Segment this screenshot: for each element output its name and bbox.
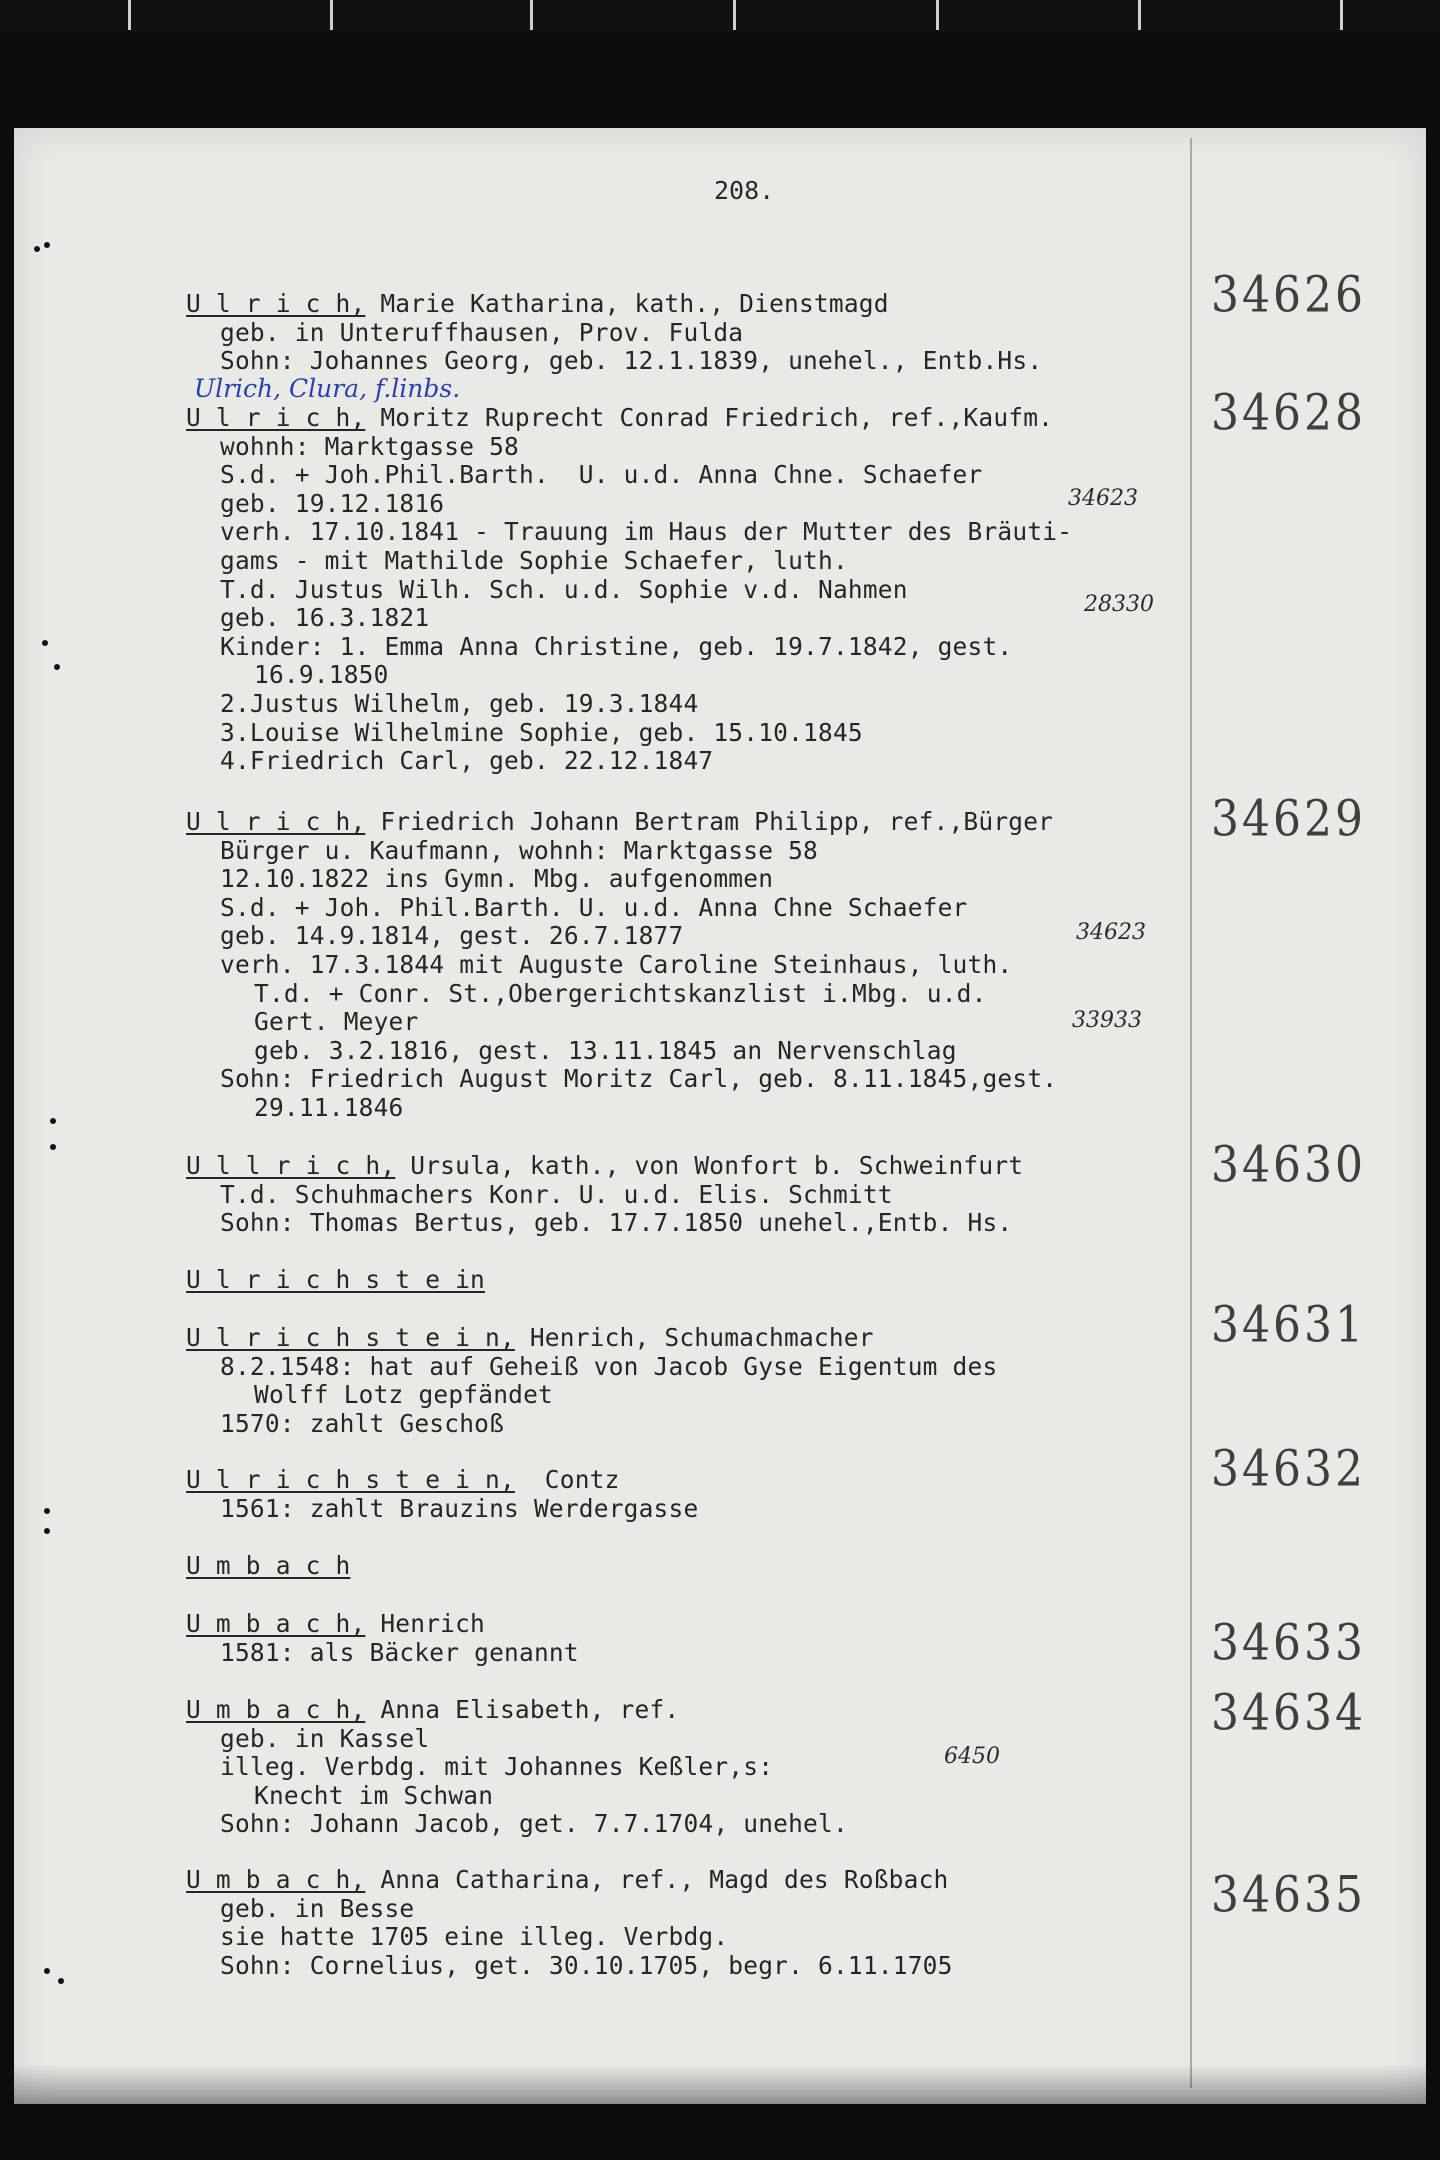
- entry-34632: [186, 1466, 698, 1523]
- entry-line: 4.Friedrich Carl, geb. 22.12.1847: [220, 746, 714, 776]
- punch-hole: [54, 664, 60, 670]
- entry-34634: [186, 1696, 848, 1839]
- entry-line: geb. 14.9.1814, gest. 26.7.1877: [220, 921, 684, 951]
- entry-line: 1570: zahlt Geschoß: [220, 1408, 505, 1438]
- entry-surname: U m b a c h,: [186, 1695, 366, 1724]
- entry-text: Henrich, Schumachmacher: [514, 1323, 874, 1352]
- entry-line: Kinder: 1. Emma Anna Christine, geb. 19.7.1842, gest.: [220, 631, 1013, 661]
- entry-line: Sohn: Johannes Georg, geb. 12.1.1839, unehel., Entb.Hs.: [220, 346, 1043, 376]
- punch-hole: [42, 640, 48, 646]
- entry-text: Ursula, kath., von Wonfort b. Schweinfurt: [395, 1151, 1024, 1180]
- entry-head-line: [186, 1324, 997, 1353]
- entry-surname: U m b a c h,: [186, 1609, 366, 1638]
- strip-tick: [1138, 0, 1141, 30]
- handwritten-ref: 34623: [1068, 486, 1138, 511]
- handwritten-ref: 34623: [1076, 920, 1146, 945]
- strip-tick: [530, 0, 533, 30]
- record-number-stamp: 34635: [1211, 1866, 1366, 1925]
- section-heading: U l r i c h s t e in: [186, 1265, 486, 1294]
- entry-line: wohnh: Marktgasse 58: [220, 431, 520, 461]
- strip-tick: [936, 0, 939, 30]
- record-number-stamp: 34626: [1211, 266, 1366, 325]
- entry-line: sie hatte 1705 eine illeg. Verbdg.: [220, 1922, 729, 1952]
- record-number-stamp: 34630: [1211, 1136, 1366, 1195]
- record-number-stamp: 34629: [1211, 790, 1366, 849]
- strip-tick: [1340, 0, 1343, 30]
- page-shadow: [14, 2064, 1426, 2104]
- record-number-stamp: 34628: [1211, 384, 1366, 443]
- entry-text: Moritz Ruprecht Conrad Friedrich, ref.,Kaufm.: [365, 403, 1054, 432]
- entry-line: 12.10.1822 ins Gymn. Mbg. aufgenommen: [220, 864, 774, 894]
- entry-34631: [186, 1324, 997, 1438]
- entry-line: Bürger u. Kaufmann, wohnh: Marktgasse 58: [220, 835, 819, 865]
- section-heading-umbach: [186, 1552, 350, 1581]
- record-number-stamp: 34633: [1211, 1614, 1366, 1673]
- entry-34626: [186, 290, 1042, 376]
- punch-hole: [34, 246, 40, 252]
- entry-line: 8.2.1548: hat auf Geheiß von Jacob Gyse Eigentum des: [220, 1351, 998, 1381]
- entry-line: geb. 19.12.1816: [220, 488, 445, 518]
- entry-34630: [186, 1152, 1023, 1238]
- entry-text: Friedrich Johann Bertram Philipp, ref.,Bürger: [365, 807, 1054, 836]
- strip-tick: [330, 0, 333, 30]
- entry-line: geb. in Besse: [220, 1893, 415, 1923]
- punch-hole: [44, 1508, 50, 1514]
- page-number: 208.: [714, 176, 775, 205]
- entry-head-line: [186, 1610, 579, 1639]
- entry-head-line: [186, 1866, 953, 1895]
- entry-surname: U m b a c h,: [186, 1865, 366, 1894]
- entry-line: Sohn: Johann Jacob, get. 7.7.1704, unehel.: [220, 1809, 848, 1839]
- handwritten-ref: 33933: [1072, 1008, 1142, 1033]
- handwritten-ref: 6450: [944, 1744, 1000, 1769]
- entry-line: Knecht im Schwan: [254, 1780, 494, 1810]
- entry-line: 1561: zahlt Brauzins Werdergasse: [220, 1493, 699, 1523]
- entry-text: Contz: [514, 1465, 620, 1494]
- entry-line: T.d. + Conr. St.,Obergerichtskanzlist i.Mbg. u.d.: [254, 978, 987, 1008]
- entry-34635: [186, 1866, 953, 1980]
- entry-head-line: [186, 1696, 848, 1725]
- section-heading: U m b a c h: [186, 1551, 351, 1580]
- strip-tick: [733, 0, 736, 30]
- entry-34633: [186, 1610, 579, 1667]
- entry-surname: U l r i c h,: [186, 403, 366, 432]
- entry-line: 2.Justus Wilhelm, geb. 19.3.1844: [220, 688, 699, 718]
- punch-hole: [44, 1968, 50, 1974]
- punch-hole: [50, 1118, 56, 1124]
- entry-line: 3.Louise Wilhelmine Sophie, geb. 15.10.1845: [220, 717, 863, 747]
- entry-surname: U l r i c h s t e i n,: [186, 1323, 515, 1352]
- entry-head-line: [186, 290, 1042, 319]
- entry-head-line: [186, 404, 1072, 433]
- entry-line: geb. 3.2.1816, gest. 13.11.1845 an Nervenschlag: [254, 1035, 957, 1065]
- record-number-stamp: 34632: [1211, 1440, 1366, 1499]
- section-heading-ulrichstein: [186, 1266, 485, 1295]
- punch-hole: [44, 1528, 50, 1534]
- entry-text: Anna Elisabeth, ref.: [365, 1695, 680, 1724]
- entry-line: illeg. Verbdg. mit Johannes Keßler,s:: [220, 1752, 774, 1782]
- entry-head-line: [186, 1466, 698, 1495]
- entry-line: Sohn: Thomas Bertus, geb. 17.7.1850 unehel.,Entb. Hs.: [220, 1208, 1013, 1238]
- entry-line: T.d. Schuhmachers Konr. U. u.d. Elis. Schmitt: [220, 1179, 893, 1209]
- entry-line: geb. 16.3.1821: [220, 603, 430, 633]
- entry-line: geb. in Unteruffhausen, Prov. Fulda: [220, 317, 744, 347]
- entry-line: S.d. + Joh.Phil.Barth. U. u.d. Anna Chne. Schaefer: [220, 460, 983, 490]
- entry-line: T.d. Justus Wilh. Sch. u.d. Sophie v.d. Nahmen: [220, 574, 908, 604]
- entry-line: Sohn: Cornelius, get. 30.10.1705, begr. 6.11.1705: [220, 1950, 953, 1980]
- punch-hole: [44, 242, 50, 248]
- entry-line: Sohn: Friedrich August Moritz Carl, geb. 8.11.1845,gest.: [220, 1064, 1058, 1094]
- entry-surname: U l l r i c h,: [186, 1151, 396, 1180]
- strip-tick: [128, 0, 131, 30]
- handwritten-ref: 28330: [1084, 592, 1154, 617]
- entry-line: Wolff Lotz gepfändet: [254, 1380, 554, 1410]
- entry-head-line: [186, 808, 1057, 837]
- entry-line: verh. 17.10.1841 - Trauung im Haus der Mutter des Bräuti-: [220, 517, 1073, 547]
- entry-34629: [186, 808, 1057, 1123]
- entry-line: gams - mit Mathilde Sophie Schaefer, luth.: [220, 545, 848, 575]
- record-number-stamp: 34631: [1211, 1296, 1366, 1355]
- punch-hole: [50, 1144, 56, 1150]
- entry-surname: U l r i c h,: [186, 807, 366, 836]
- entry-text: Anna Catharina, ref., Magd des Roßbach: [365, 1865, 949, 1894]
- entry-surname: U l r i c h,: [186, 289, 366, 318]
- entry-text: Henrich: [365, 1609, 486, 1638]
- entry-line: 1581: als Bäcker genannt: [220, 1637, 579, 1667]
- entry-line: 29.11.1846: [254, 1092, 404, 1122]
- entry-line: geb. in Kassel: [220, 1723, 430, 1753]
- entry-34628: [186, 404, 1072, 776]
- entry-surname: U l r i c h s t e i n,: [186, 1465, 515, 1494]
- margin-rule: [1190, 138, 1192, 2088]
- index-card-page: [14, 128, 1426, 2104]
- record-number-stamp: 34634: [1211, 1684, 1366, 1743]
- entry-line: verh. 17.3.1844 mit Auguste Caroline Steinhaus, luth.: [220, 949, 1013, 979]
- entry-text: Marie Katharina, kath., Dienstmagd: [365, 289, 889, 318]
- handwritten-annotation: Ulrich, Clura, f.linbs.: [194, 374, 461, 403]
- entry-head-line: [186, 1152, 1023, 1181]
- punch-hole: [58, 1978, 64, 1984]
- entry-line: 16.9.1850: [254, 660, 389, 690]
- entry-line: S.d. + Joh. Phil.Barth. U. u.d. Anna Chne Schaefer: [220, 892, 968, 922]
- entry-line: Gert. Meyer: [254, 1007, 419, 1037]
- film-strip-top: [0, 0, 1440, 32]
